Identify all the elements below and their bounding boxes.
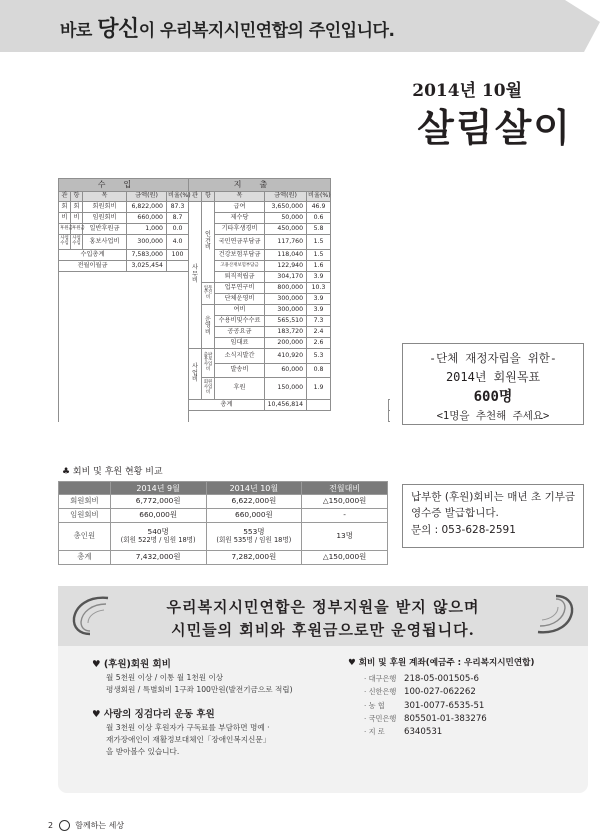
expense-header: 지출	[189, 179, 331, 192]
table-row: 회 회 회원회비 6,822,000 87.3 사무비 인건비 급여 3,650,000 46.9	[59, 202, 389, 213]
col-amount: 금액(원)	[127, 192, 167, 202]
table-row: 단체운영비 300,000 3.9	[59, 294, 389, 305]
membership-fee-text: 월 5천원 이상 / 이통 월 1천원 이상 평생회원 / 특별회비 1구좌 100만원(발전기금으로 적립)	[106, 673, 293, 694]
table-row: 운영비 여비 300,000 3.9	[59, 305, 389, 316]
cmp-header-prev: 2014년 9월	[110, 482, 206, 495]
report-month: 2014년 10월	[412, 81, 522, 101]
col-ratio: 비율(%)	[167, 192, 189, 202]
table-row: 발송비 60,000 0.8	[59, 363, 389, 377]
col-mok-expense: 목	[215, 192, 265, 202]
table-row: 비 비 임원회비 660,000 8.7 제수당 50,000 0.6	[59, 213, 389, 224]
report-title: 살림살이	[417, 106, 572, 150]
publication-logo-icon	[59, 820, 70, 831]
table-row: 회원회비 6,772,000원 6,622,000원 △150,000원	[59, 495, 388, 509]
table-row: 총인원 540명 (회원 522명 / 임원 18명) 553명 (회원 535명 / 임원 18명) 13명	[59, 523, 388, 551]
page-number: 2	[48, 821, 54, 830]
table-row: 총계 7,432,000원 7,282,000원 △150,000원	[59, 551, 388, 565]
col-gwan: 관	[59, 192, 71, 202]
support-info-box	[58, 586, 588, 793]
goal-line1: -단체 재정자립을 위한-	[429, 351, 557, 365]
membership-fee-title: ♥ (후원)회원 회비	[92, 659, 171, 670]
table-row: 사업수입 사업수입 홍보사업비 300,000 4.0 국민연금부담금 117,760 1.5	[59, 235, 389, 250]
list-item: · 국민은행 805501-01-383276	[364, 713, 487, 724]
table-row: 회원사업비 후원 150,000 1.9	[59, 377, 389, 399]
bank-account-title: ♥ 회비 및 후원 계좌(예금주 : 우리복지시민연합)	[348, 658, 535, 668]
banner-slogan: 바로 당신이 우리복지시민연합의 주인입니다.	[60, 17, 395, 42]
member-goal-box	[402, 343, 584, 425]
table-row: 수용비및수수료 565,510 7.3	[59, 316, 389, 327]
page-footer	[48, 820, 124, 831]
table-row: 퇴직적립금 304,170 3.9	[59, 272, 389, 283]
table-row: 전월이월금 3,025,454 고용산재보험부담금 122,940 1.6	[59, 261, 389, 272]
table-row: 공공요금 183,720 2.4	[59, 327, 389, 338]
stepping-stone-title: ♥ 사랑의 징검다리 운동 후원	[92, 709, 215, 720]
receipt-contact: 문의 : 053-628-2591	[411, 523, 516, 536]
list-item: · 지 로 6340531	[364, 727, 443, 738]
cmp-header-curr: 2014년 10월	[206, 482, 302, 495]
comparison-heading: ♣ 회비 및 후원 현황 비교	[62, 467, 163, 477]
table-row: 사업비 출판홍보사업비 소식지발간 410,920 5.3	[59, 349, 389, 363]
support-headline-2: 시민들의 회비와 후원금으로만 운영됩니다.	[171, 621, 475, 639]
col-hang: 항	[71, 192, 83, 202]
stepping-stone-text: 월 3천원 이상 후원자가 구독료를 부담하면 명예 · 재가장애인이 재활정보대체인「장애인복지신문」 을 받아볼수 있습니다.	[106, 723, 271, 756]
table-row: 임대료 200,000 2.6	[59, 338, 389, 349]
support-headline-1: 우리복지시민연합은 정부지원을 받지 않으며	[166, 598, 480, 616]
bank-account-list	[364, 673, 487, 740]
table-row: 총계 10,456,814	[59, 399, 389, 410]
goal-count: 600명	[473, 389, 513, 405]
col-gwan-expense: 관	[189, 192, 202, 202]
publication-name: 함께하는 세상	[75, 821, 125, 830]
list-item: · 대구은행 218-05-001505-6	[364, 674, 479, 684]
receipt-notice-box	[402, 484, 584, 548]
goal-line2: 2014년 회원목표	[445, 370, 541, 384]
col-hang-expense: 항	[202, 192, 215, 202]
cmp-header-diff: 전월대비	[302, 482, 388, 495]
list-item: · 농 협 301-0077-6535-51	[364, 700, 485, 711]
comparison-table	[58, 481, 388, 565]
income-expense-table	[58, 178, 388, 422]
top-banner	[0, 0, 600, 52]
receipt-text: 납부한 (후원)회비는 매년 초 기부금 영수증 발급합니다.	[411, 491, 575, 520]
col-mok: 목	[83, 192, 127, 202]
table-row: 후원금 후원금 일반후원금 1,000 0.0 기타후생경비 450,000 5.8	[59, 224, 389, 235]
col-ratio-expense: 비율(%)	[307, 192, 331, 202]
table-row: 수입총계 7,583,000 100 건강보험부담금 118,040 1.5	[59, 250, 389, 261]
table-row: 임원회비 660,000원 660,000원 -	[59, 509, 388, 523]
income-header: 수입	[59, 179, 189, 192]
col-amount-expense: 금액(원)	[265, 192, 307, 202]
cmp-header-blank	[59, 482, 111, 495]
list-item: · 신한은행 100-027-062262	[364, 687, 476, 698]
table-row: 업무추진비 업무연구비 800,000 10.3	[59, 283, 389, 294]
goal-line4: <1명을 추천해 주세요>	[436, 410, 550, 422]
